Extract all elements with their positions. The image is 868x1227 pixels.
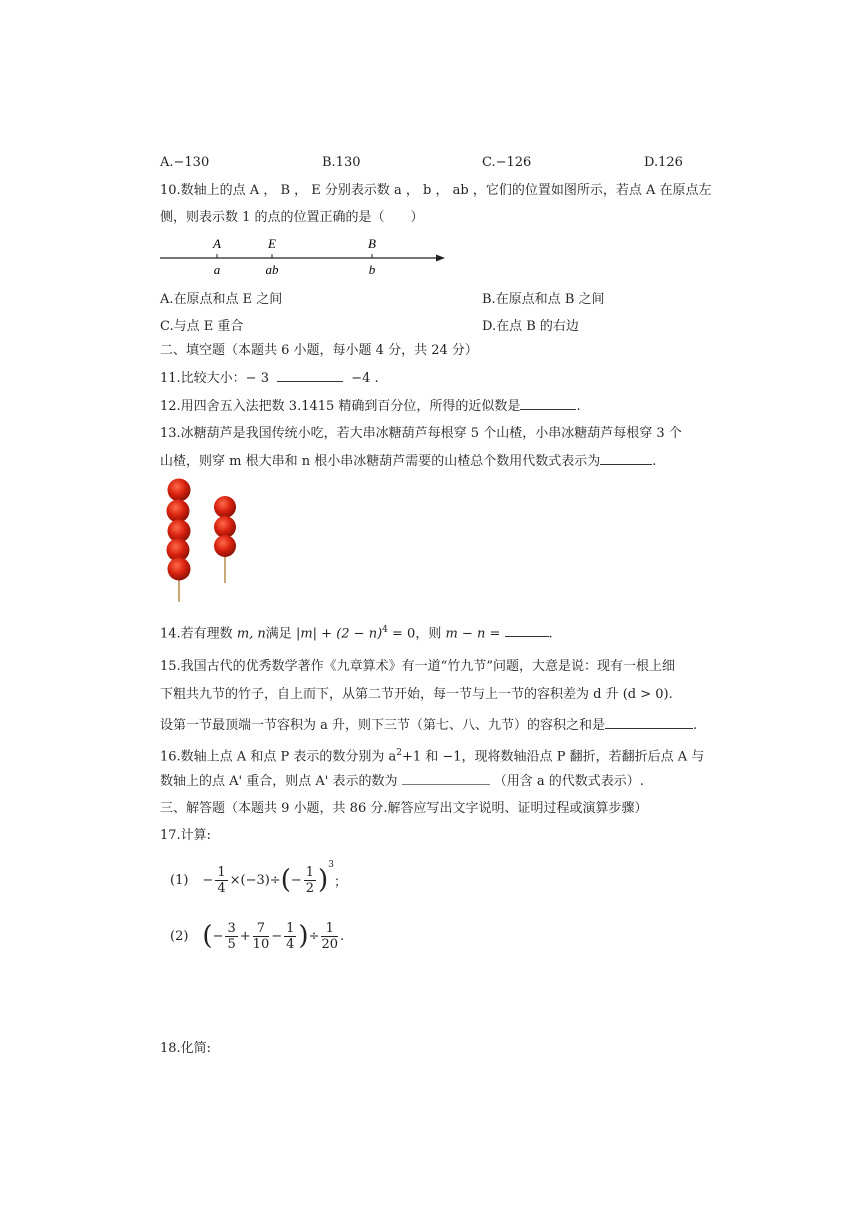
q16-answer-blank[interactable] — [402, 772, 490, 785]
candied-haws-image — [158, 475, 248, 605]
fraction: $\frac{1}{4}$ — [217, 864, 226, 896]
q13-line2 — [160, 452, 656, 471]
q15-line2: 下粗共九节的竹子，自上而下，从第二节开始，每一节与上一节的容积差为 d 升 (d > 0). — [160, 687, 673, 702]
q15-end: . — [693, 718, 698, 733]
q17-p1-end: ； — [333, 874, 347, 890]
q15-answer-blank[interactable] — [605, 716, 693, 729]
q14-condition-end: = 0，则 — [387, 626, 442, 642]
q16-line1b: +1 和 −1，现将数轴沿点 P 翻折，若翻折后点 A 与 — [401, 749, 705, 765]
fraction: $\frac{7}{10}$ — [252, 920, 270, 952]
right-paren: ) — [298, 921, 309, 951]
q17-part1-label: (1) — [170, 872, 189, 888]
q11-prefix: 11.比较大小：− 3 — [160, 371, 269, 386]
q13-end: . — [652, 454, 657, 469]
q14-vars: m, n — [236, 626, 266, 642]
q9-option-c: C.−126 — [482, 155, 532, 170]
q13-line1: 13.冰糖葫芦是我国传统小吃，若大串冰糖葫芦每根穿 5 个山楂，小串冰糖葫芦每根穿 3 个 — [160, 426, 682, 441]
small-skewer — [214, 496, 236, 557]
q12-answer-blank[interactable] — [520, 397, 576, 410]
q11-suffix: −4 . — [351, 371, 379, 386]
q17-p1-op: ×(−3)÷ — [229, 872, 281, 888]
q17-p2-end: . — [340, 928, 345, 944]
q10-option-c: C.与点 E 重合 — [160, 319, 244, 334]
fraction: $\frac{1}{4}$ — [286, 920, 295, 952]
q10-stem-line2: 侧，则表示数 1 的点的位置正确的是（ ） — [160, 210, 424, 225]
section-2-heading: 二、填空题（本题共 6 小题，每小题 4 分，共 24 分） — [160, 343, 478, 358]
q14-ask: m − n = — [445, 626, 501, 642]
q16-line2b: （用含 a 的代数式表示）. — [493, 774, 644, 789]
q11 — [160, 369, 379, 388]
q12-text: 12.用四舍五入法把数 3.1415 精确到百分位，所得的近似数是 — [160, 399, 521, 414]
q15-line1: 15.我国古代的优秀数学著作《九章算术》有一道“竹九节”问题，大意是说：现有一根上细 — [160, 659, 675, 674]
q14-answer-blank[interactable] — [505, 624, 549, 637]
q9-option-a: A.−130 — [160, 155, 210, 170]
section-3-heading: 三、解答题（本题共 9 小题，共 86 分.解答应写出文字说明、证明过程或演算步骤） — [160, 801, 648, 816]
q16-line2a: 数轴上的点 A' 重合，则点 A' 表示的数为 — [160, 774, 398, 789]
left-paren: ( — [202, 921, 213, 951]
right-paren: ) — [318, 865, 329, 895]
fraction: $\frac{1}{20}$ — [321, 920, 339, 952]
axis-arrow-icon — [436, 255, 445, 262]
fraction: $\frac{3}{5}$ — [227, 920, 236, 952]
q10-option-b: B.在原点和点 B 之间 — [482, 292, 605, 307]
point-label-a: A — [213, 236, 221, 251]
q14-exponent: 4 — [382, 625, 388, 635]
q17-title: 17.计算: — [160, 828, 212, 843]
point-label-e: E — [268, 236, 276, 251]
q17-p1-neg: − — [202, 872, 214, 888]
q10-stem-line1: 10.数轴上的点 A ， B ， E 分别表示数 a ， b ， ab ，它们的位置如图所示，若点 A 在原点左 — [160, 183, 712, 198]
q18-title: 18.化简: — [160, 1041, 212, 1056]
big-skewer — [167, 479, 191, 581]
q13-answer-blank[interactable] — [600, 452, 652, 465]
q14-condition: |m| + (2 − n) — [295, 626, 383, 642]
point-value-e: ab — [265, 262, 279, 277]
fraction: $\frac{1}{2}$ — [305, 864, 315, 896]
left-paren: ( — [280, 865, 291, 895]
q11-answer-blank[interactable] — [277, 369, 343, 382]
q17-part2: (2) ( − $\frac{3}{5}$ + $\frac{7}{10}$ − $\frac{1}{4}$ ) ÷ $\frac{1}{20}$ . — [170, 920, 345, 952]
q14 — [160, 621, 553, 643]
q9-option-d: D.126 — [644, 155, 683, 170]
point-value-a: a — [213, 262, 221, 277]
q12-end: . — [576, 399, 581, 414]
q14-end: . — [548, 626, 553, 642]
q16-line1a: 16.数轴上点 A 和点 P 表示的数分别为 a — [160, 749, 397, 765]
q17-part2-label: (2) — [170, 928, 189, 944]
q14-mid: 满足 — [265, 626, 292, 642]
point-value-b: b — [368, 262, 376, 277]
q14-prefix: 14.若有理数 — [160, 626, 233, 642]
q15-line3 — [160, 716, 697, 735]
q12 — [160, 397, 581, 416]
q16-line2 — [160, 772, 644, 791]
q9-option-b: B.130 — [322, 155, 361, 170]
point-label-b: B — [368, 236, 376, 251]
q17-part1: (1) − $\frac{1}{4}$ ×(−3)÷ ( − $\frac{1}{2}$ ) $^3$ ； — [170, 860, 347, 896]
q13-line2-text: 山楂，则穿 m 根大串和 n 根小串冰糖葫芦需要的山楂总个数用代数式表示为 — [160, 454, 601, 469]
q17-p1-exp: 3 — [328, 860, 334, 870]
number-line-figure — [155, 234, 455, 280]
q10-option-a: A.在原点和点 E 之间 — [160, 292, 283, 307]
q15-line3-text: 设第一节最顶端一节容积为 a 升，则下三节（第七、八、九节）的容积之和是 — [160, 718, 606, 733]
q16-line1 — [160, 744, 704, 766]
q10-option-d: D.在点 B 的右边 — [482, 319, 579, 334]
q16-square: 2 — [396, 748, 402, 758]
